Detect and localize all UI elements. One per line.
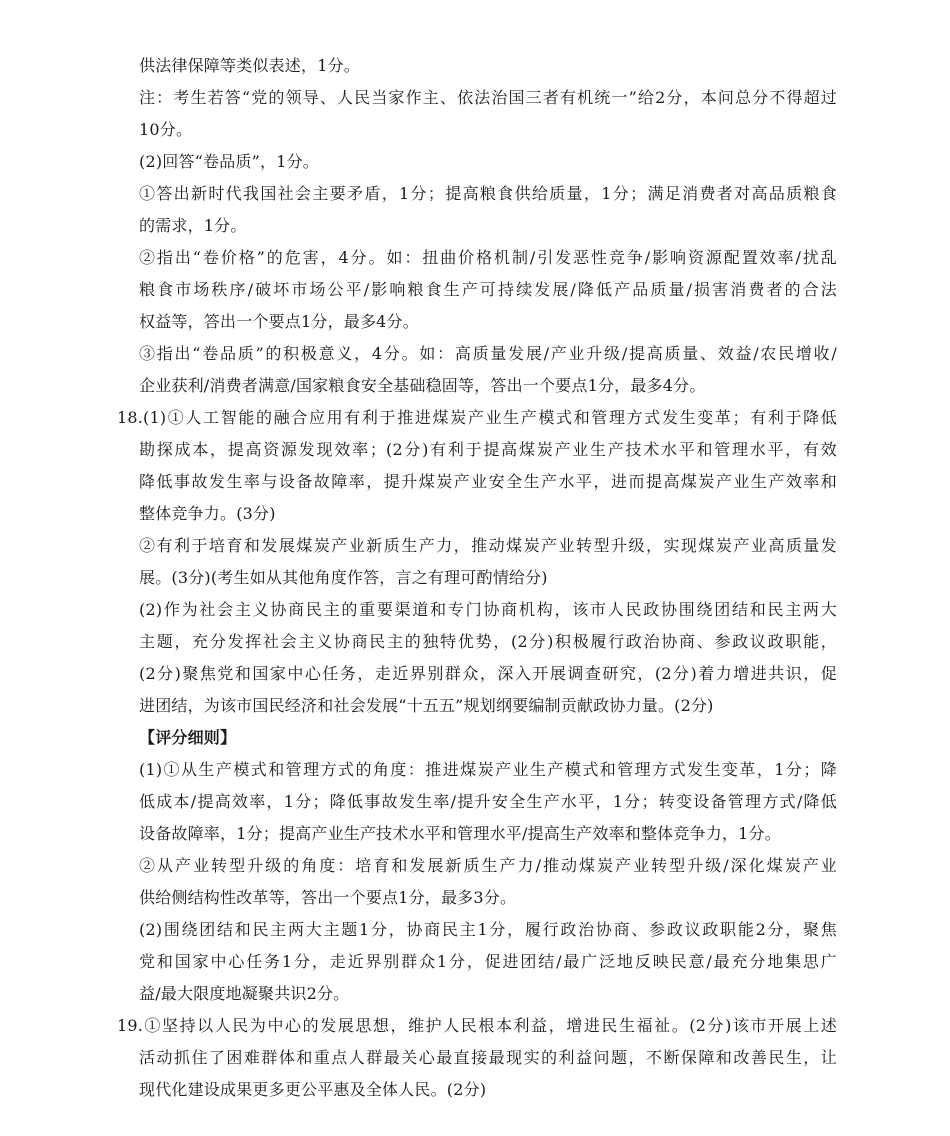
text-line: 整体竞争力。(3分) (139, 504, 276, 523)
answer-key-content (117, 50, 837, 1106)
text-line: ②指出“卷价格”的危害，4分。如：扭曲价格机制/引发恶性竞争/影响资源配置效率/扰乱 (139, 248, 837, 267)
text-line: ①答出新时代我国社会主要矛盾，1分；提高粮食供给质量，1分；满足消费者对高品质粮食 (139, 184, 837, 203)
text-line: (1)①从生产模式和管理方式的角度：推进煤炭产业生产模式和管理方式发生变革，1分；降 (139, 760, 837, 779)
text-line: (2分)聚焦党和国家中心任务，走近界别群众，深入开展调查研究，(2分)着力增进共识，促 (139, 664, 837, 683)
text-line: 活动抓住了困难群体和重点人群最关心最直接最现实的利益问题，不断保障和改善民生，让 (139, 1048, 837, 1067)
text-line: 18.(1)①人工智能的融合应用有利于推进煤炭产业生产模式和管理方式发生变革；有利于降低 (117, 408, 837, 427)
text-line: 注：考生若答“党的领导、人民当家作主、依法治国三者有机统一”给2分，本问总分不得超过 (139, 88, 837, 107)
text-line: 进团结，为该市国民经济和社会发展“十五五”规划纲要编制贡献政协力量。(2分) (139, 696, 714, 715)
text-line: (2)回答“卷品质”，1分。 (139, 152, 320, 171)
text-line: 展。(3分)(考生如从其他角度作答，言之有理可酌情给分) (139, 568, 548, 587)
text-line: ②从产业转型升级的角度：培育和发展新质生产力/推动煤炭产业转型升级/深化煤炭产业 (139, 856, 837, 875)
text-line: 供法律保障等类似表述，1分。 (139, 56, 360, 75)
text-line: ②有利于培育和发展煤炭产业新质生产力，推动煤炭产业转型升级，实现煤炭产业高质量发 (139, 536, 837, 555)
text-line: 供给侧结构性改革等，答出一个要点1分，最多3分。 (139, 888, 517, 907)
text-line: 设备故障率，1分；提高产业生产技术水平和管理水平/提高生产效率和整体竞争力，1分。 (139, 824, 781, 843)
text-line: 现代化建设成果更多更公平惠及全体人民。(2分) (139, 1080, 487, 1099)
text-line: 10分。 (139, 120, 193, 139)
text-line: 权益等，答出一个要点1分，最多4分。 (139, 312, 419, 331)
text-line: 的需求，1分。 (139, 216, 247, 235)
text-line: 低成本/提高效率，1分；降低事故发生率/提升安全生产水平，1分；转变设备管理方式/降低 (139, 792, 837, 811)
text-line: ③指出“卷品质”的积极意义，4分。如：高质量发展/产业升级/提高质量、效益/农民增收/ (139, 344, 837, 363)
text-line: 勘探成本，提高资源发现效率；(2分)有利于提高煤炭产业生产技术水平和管理水平，有效 (139, 440, 837, 459)
text-line: 主题，充分发挥社会主义协商民主的独特优势，(2分)积极履行政治协商、参政议政职能， (139, 632, 837, 651)
text-line: (2)围绕团结和民主两大主题1分，协商民主1分，履行政治协商、参政议政职能2分，聚焦 (139, 920, 837, 939)
section-heading: 【评分细则】 (139, 728, 237, 747)
text-line: 降低事故发生率与设备故障率，提升煤炭产业安全生产水平，进而提高煤炭产业生产效率和 (139, 472, 837, 491)
text-line: 党和国家中心任务1分，走近界别群众1分，促进团结/最广泛地反映民意/最充分地集思广 (139, 952, 837, 971)
text-line: 企业获利/消费者满意/国家粮食安全基础稳固等，答出一个要点1分，最多4分。 (139, 376, 706, 395)
text-line: 19.①坚持以人民为中心的发展思想，维护人民根本利益，增进民生福祉。(2分)该市开展上述 (117, 1016, 837, 1035)
text-line: 益/最大限度地凝聚共识2分。 (139, 984, 350, 1003)
text-line: 粮食市场秩序/破坏市场公平/影响粮食生产可持续发展/降低产品质量/损害消费者的合法 (139, 280, 837, 299)
text-line: (2)作为社会主义协商民主的重要渠道和专门协商机构，该市人民政协围绕团结和民主两大 (139, 600, 837, 619)
